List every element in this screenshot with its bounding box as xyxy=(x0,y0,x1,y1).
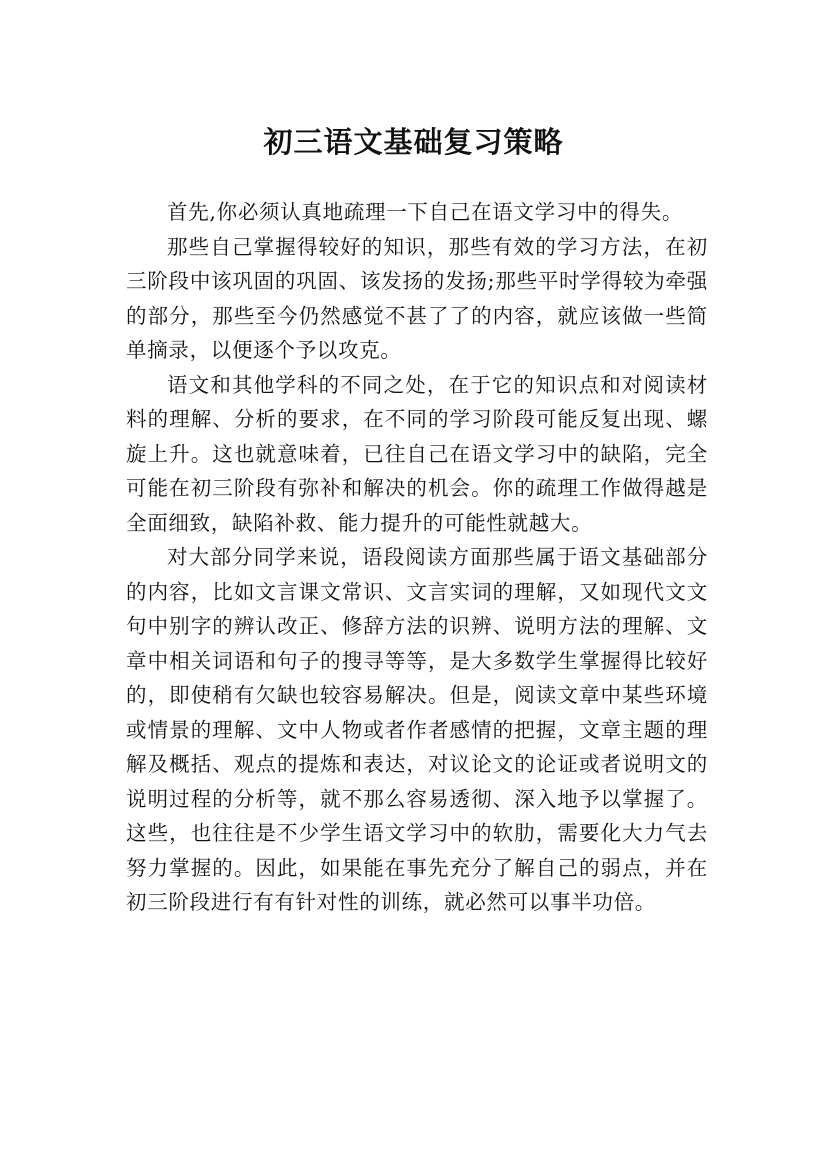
paragraph: 那些自己掌握得较好的知识，那些有效的学习方法，在初三阶段中该巩固的巩固、该发扬的发扬;那些平时学得较为牵强的部分，那些至今仍然感觉不甚了了的内容，就应该做一些简单摘录，以便逐个予以攻克。 xyxy=(126,234,708,362)
document-body xyxy=(126,195,708,920)
document-title: 初三语文基础复习策略 xyxy=(263,125,564,160)
paragraph: 对大部分同学来说，语段阅读方面那些属于语文基础部分的内容，比如文言课文常识、文言实词的理解，又如现代文文句中别字的辨认改正、修辞方法的识辨、说明方法的理解、文章中相关词语和句子的搜寻等等，是大多数学生掌握得比较好的，即使稍有欠缺也较容易解决。但是，阅读文章中某些环境或情景的理解、文中人物或者作者感情的把握，文章主题的理解及概括、观点的提炼和表达，对议论文的论证或者说明文的说明过程的分析等，就不那么容易透彻、深入地予以掌握了。这些，也往往是不少学生语文学习中的软肋，需要化大力气去努力掌握的。因此，如果能在事先充分了解自己的弱点，并在初三阶段进行有有针对性的训练，就必然可以事半功倍。 xyxy=(126,545,708,914)
paragraph: 语文和其他学科的不同之处，在于它的知识点和对阅读材料的理解、分析的要求，在不同的学习阶段可能反复出现、螺旋上升。这也就意味着，已往自己在语文学习中的缺陷，完全可能在初三阶段有弥补和解决的机会。你的疏理工作做得越是全面细致，缺陷补救、能力提升的可能性就越大。 xyxy=(126,372,708,535)
paragraph: 首先,你必须认真地疏理一下自己在语文学习中的得失。 xyxy=(167,200,684,224)
